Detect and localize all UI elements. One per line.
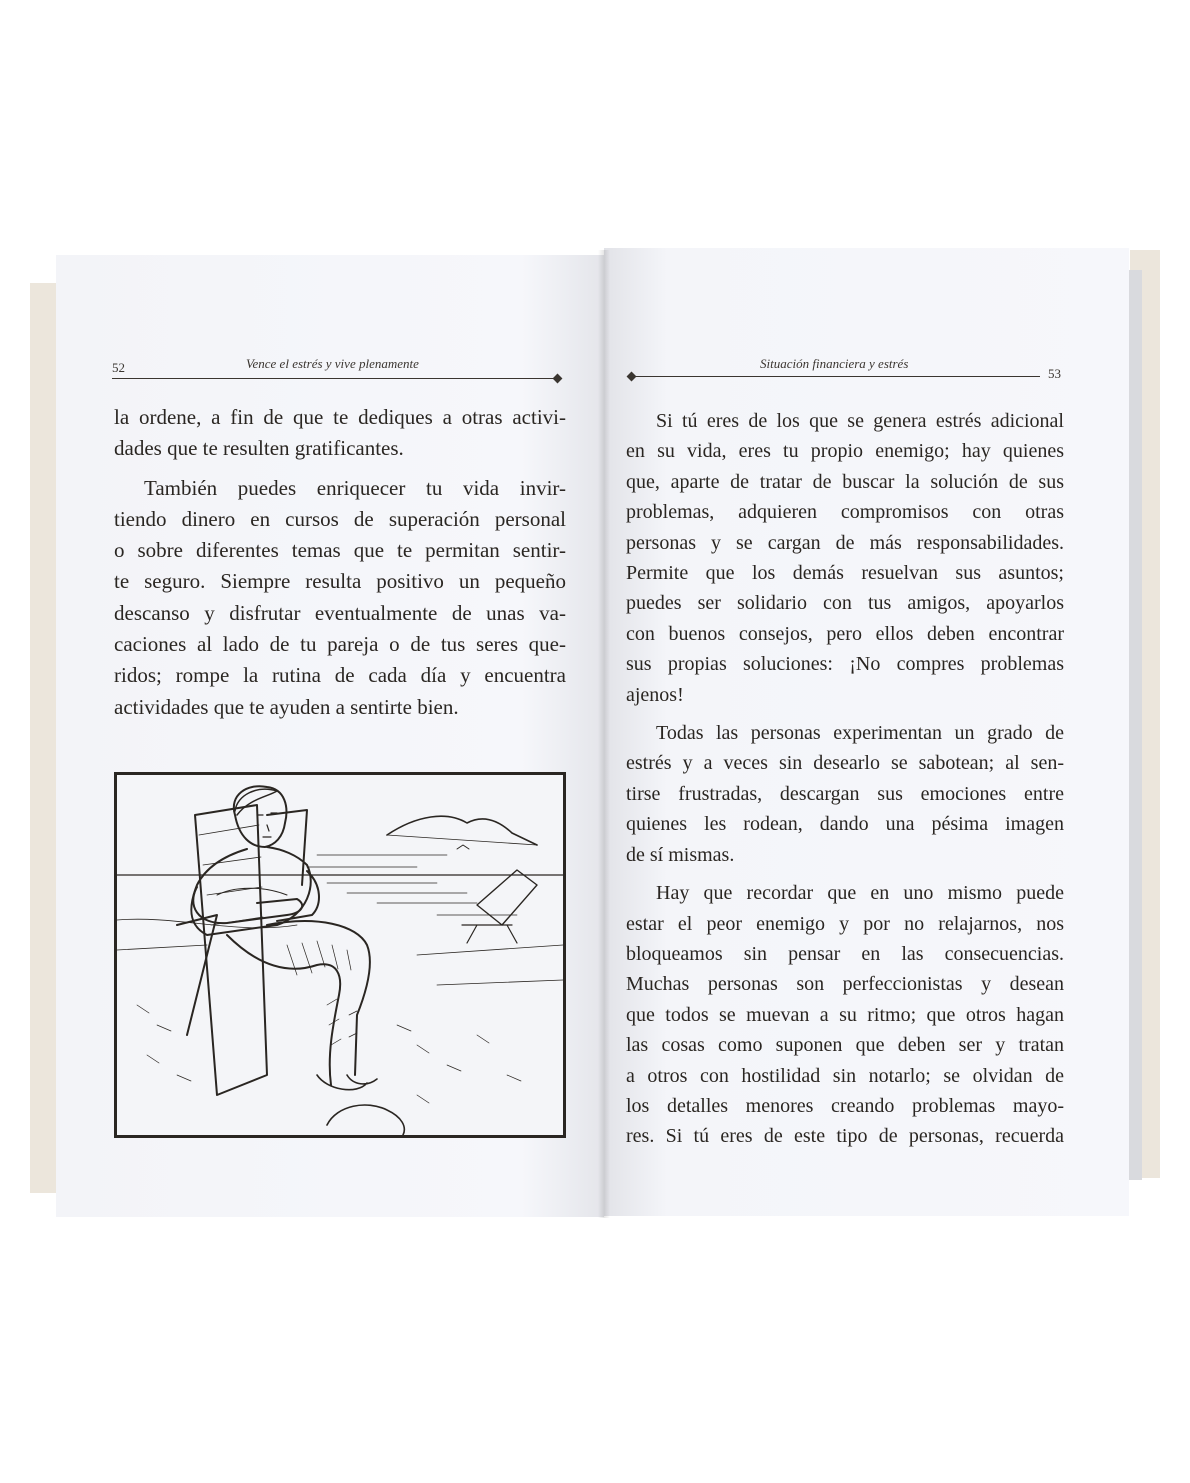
text-line: ridos; rompe la rutina de cada día y encuentra [114, 663, 566, 688]
text-line: caciones al lado de tu pareja o de tus seres que- [114, 632, 566, 657]
right-page-number: 53 [1048, 366, 1061, 381]
text-line: o sobre diferentes temas que te permitan sentir- [114, 538, 566, 563]
text-line: Si tú eres de los que se genera estrés adicional [656, 410, 1064, 432]
text-line: tirse frustradas, descargan sus emociones entre [626, 782, 1064, 805]
text-line: dades que te resulten gratificantes. [114, 436, 404, 461]
text-line: con buenos consejos, pero ellos deben encontrar [626, 622, 1064, 645]
text-line: ajenos! [626, 683, 684, 706]
text-line: problemas, adquieren compromisos con otras [626, 501, 1064, 524]
text-line: sus propias soluciones: ¡No compres problemas [626, 653, 1064, 676]
text-line: te seguro. Siempre resulta positivo un pequeño [114, 569, 566, 594]
text-line: que todos se muevan a su ritmo; que otros hagan [626, 1003, 1064, 1026]
text-line: estar el peor enemigo y por no relajarnos, nos [626, 912, 1064, 935]
left-running-head: Vence el estrés y vive plenamente [246, 356, 419, 371]
text-line: descanso y disfrutar eventualmente de unas va- [114, 600, 566, 625]
text-line: actividades que te ayuden a sentirte bien. [114, 694, 459, 719]
text-line: estrés y a veces sin desearlo se sabotean; al sen- [626, 752, 1064, 775]
text-line: quienes les rodean, dando una pésima imagen [626, 813, 1064, 836]
text-line: Muchas personas son perfeccionistas y desean [626, 973, 1064, 996]
text-line: a otros con hostilidad sin notarlo; se olvidan de [626, 1064, 1064, 1087]
left-page-text [114, 402, 566, 723]
text-line: También puedes enriquecer tu vida invir- [144, 475, 566, 500]
man-relaxing-in-beach-chair-illustration [114, 772, 566, 1138]
text-line: puedes ser solidario con tus amigos, apoyarlos [626, 592, 1064, 615]
text-line: Hay que recordar que en uno mismo puede [656, 882, 1064, 905]
text-line: Permite que los demás resuelvan sus asuntos; [626, 562, 1064, 585]
text-line: tiendo dinero en cursos de superación personal [114, 506, 566, 531]
right-header-rule [632, 376, 1040, 377]
text-line: en su vida, eres tu propio enemigo; hay quienes [626, 440, 1064, 463]
text-line: personas y se cargan de más responsabilidades. [626, 531, 1064, 554]
right-page-text [626, 406, 1064, 1152]
text-line: las cosas como suponen que deben ser y tratan [626, 1034, 1064, 1057]
right-running-head: Situación financiera y estrés [760, 356, 909, 371]
book-gutter [598, 250, 610, 1218]
text-line: Todas las personas experimentan un grado de [656, 722, 1064, 745]
text-line: los detalles menores creando problemas mayo- [626, 1094, 1064, 1117]
text-line: res. Si tú eres de este tipo de personas, recuerda [626, 1125, 1064, 1148]
left-page-number: 52 [112, 360, 125, 375]
text-line: de sí mismas. [626, 843, 735, 866]
text-line: bloqueamos sin pensar en las consecuencias. [626, 942, 1064, 965]
text-line: la ordene, a fin de que te dediques a otras activi- [114, 405, 566, 429]
left-header-rule [112, 378, 558, 379]
text-line: que, aparte de tratar de buscar la solución de sus [626, 470, 1064, 493]
